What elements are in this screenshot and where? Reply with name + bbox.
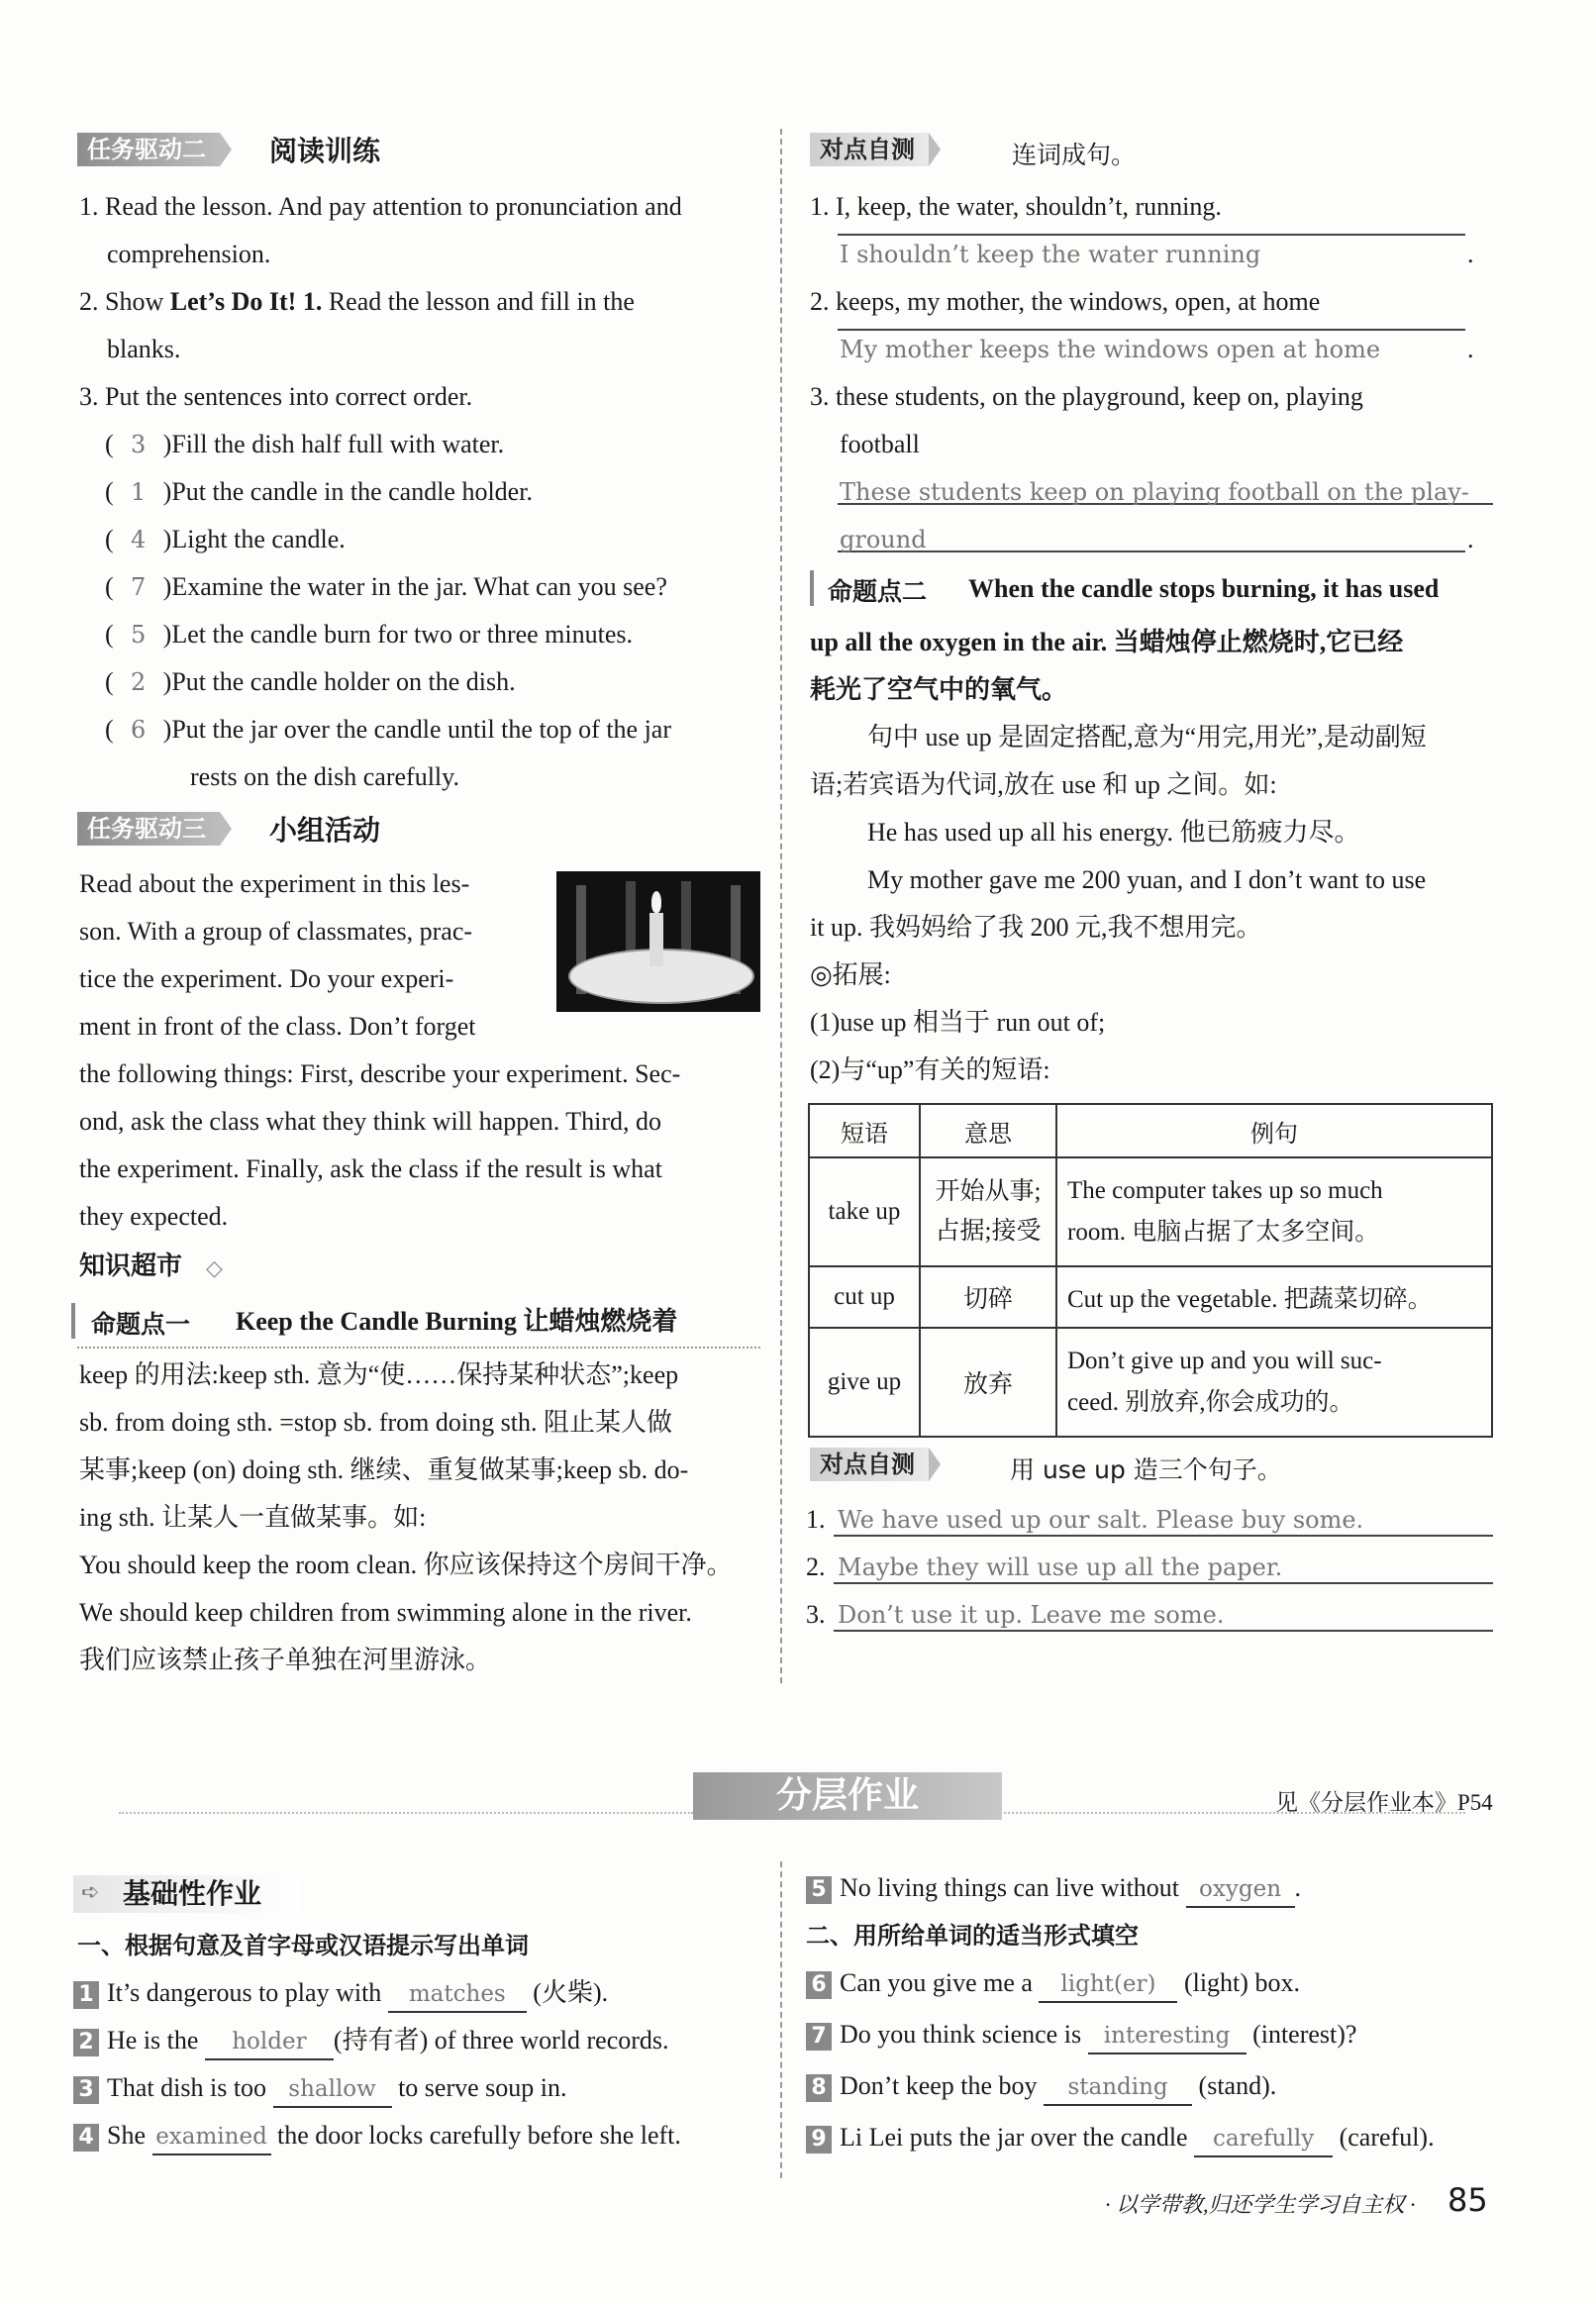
activity-line: the following things: First, describe your experiment. Sec- <box>79 1059 681 1088</box>
answer-blank[interactable]: light(er) <box>1039 1967 1177 2003</box>
point2-line: My mother gave me 200 yuan, and I don’t want to use <box>867 865 1427 894</box>
order-item: ( 6 )Put the jar over the candle until the top of the jar <box>105 713 671 747</box>
answer-blank[interactable]: holder <box>205 2025 334 2060</box>
order-item: ( 2 )Put the candle holder on the dish. <box>105 665 516 699</box>
point2-line: He has used up all his energy. 他已筋疲力尽。 <box>867 818 1360 847</box>
self-test1-instruction: 连词成句。 <box>1012 141 1137 169</box>
number-badge: 1 <box>73 1981 99 2009</box>
answer-blank[interactable]: matches <box>388 1977 527 2013</box>
diamond-icon: ◇ <box>206 1255 223 1280</box>
banner-rule-left <box>119 1812 693 1814</box>
basic-q7: 7 Do you think science is interesting (interest)? <box>806 2018 1356 2054</box>
candle-experiment-image <box>556 871 760 1012</box>
column-divider <box>780 129 782 1683</box>
table-cell-phrase: take up <box>809 1157 920 1266</box>
answer-blank[interactable]: standing <box>1044 2070 1192 2106</box>
point2-line: 语;若宾语为代词,放在 use 和 up 之间。如: <box>810 770 1277 799</box>
point1-line: You should keep the room clean. 你应该保持这个房间干净。 <box>79 1551 733 1579</box>
task2-title: 阅读训练 <box>269 135 381 167</box>
answer-blank[interactable]: examined <box>152 2120 271 2155</box>
task3-title: 小组活动 <box>269 814 381 847</box>
table-row <box>809 1266 1492 1328</box>
table-row <box>809 1157 1492 1266</box>
table-cell-example: Don’t give up and you will suc- ceed. 别放弃,你会成功的。 <box>1056 1328 1492 1437</box>
self-test2-num: 3. <box>806 1600 826 1629</box>
footer-motto: · 以学带教,归还学生学习自主权 · <box>1105 2192 1416 2217</box>
point1-title: Keep the Candle Burning 让蜡烛燃烧着 <box>236 1307 678 1336</box>
answer-blank[interactable]: carefully <box>1194 2122 1333 2157</box>
order-item: ( 5 )Let the candle burn for two or three minutes. <box>105 618 633 651</box>
point1-line: 我们应该禁止孩子单独在河里游泳。 <box>79 1646 492 1674</box>
basic-q8: 8 Don’t keep the boy standing (stand). <box>806 2069 1276 2106</box>
layer-banner-title: 分层作业 <box>775 1775 919 1816</box>
table-header: 意思 <box>920 1104 1056 1157</box>
order-item: ( 4 )Light the candle. <box>105 523 346 556</box>
extend-item2: (2)与“up”有关的短语: <box>810 1055 1050 1084</box>
activity-line: son. With a group of classmates, prac- <box>79 917 473 946</box>
self-test1-a3-cont: ground <box>840 526 927 553</box>
self-test2-s1: We have used up our salt. Please buy some. <box>838 1506 1364 1534</box>
order-answer[interactable]: 5 <box>131 621 147 649</box>
point2-marker <box>810 570 814 606</box>
point2-line: 句中 use up 是固定搭配,意为“用完,用光”,是动副短 <box>867 723 1427 751</box>
activity-line: tice the experiment. Do your experi- <box>79 964 454 993</box>
table-cell-example: The computer takes up so much room. 电脑占据了太多空间。 <box>1056 1157 1492 1266</box>
self-test2-instruction: 用 use up 造三个句子。 <box>1010 1455 1282 1484</box>
answer-blank[interactable]: interesting <box>1088 2019 1247 2054</box>
table-header: 短语 <box>809 1104 920 1157</box>
self-test1-a3: These students keep on playing football on the play- <box>840 478 1469 506</box>
order-item: ( 7 )Examine the water in the jar. What can you see? <box>105 570 667 604</box>
point1-marker <box>71 1303 75 1339</box>
point1-line: keep 的用法:keep sth. 意为“使……保持某种状态”;keep <box>79 1360 679 1389</box>
order-answer[interactable]: 6 <box>131 716 147 744</box>
point2-title-cont2: 耗光了空气中的氧气。 <box>810 675 1068 704</box>
knowledge-market-title: 知识超市 <box>79 1252 183 1281</box>
point1-rule <box>77 1347 760 1349</box>
activity-line: they expected. <box>79 1202 229 1231</box>
answer-blank[interactable]: oxygen <box>1186 1872 1295 1908</box>
table-cell-meaning: 开始从事; 占据;接受 <box>920 1157 1056 1266</box>
number-badge: 5 <box>806 1876 832 1904</box>
page-number: 85 <box>1447 2181 1488 2219</box>
basic-q5: 5 No living things can live without oxygen . <box>806 1871 1301 1908</box>
basic-title: 基础性作业 <box>123 1877 262 1910</box>
order-item: ( 1 )Put the candle in the candle holder. <box>105 475 533 509</box>
basic-q9: 9 Li Lei puts the jar over the candle carefully (careful). <box>806 2121 1435 2157</box>
order-answer[interactable]: 3 <box>131 431 147 458</box>
point1-line: ing sth. 让某人一直做某事。如: <box>79 1503 427 1532</box>
table-cell-phrase: give up <box>809 1328 920 1437</box>
order-answer[interactable]: 2 <box>131 668 147 696</box>
number-badge: 4 <box>73 2124 99 2152</box>
arrow-icon: ➪ <box>81 1879 100 1904</box>
table-row <box>809 1328 1492 1437</box>
self-test1-a2: My mother keeps the windows open at home <box>840 336 1381 363</box>
order-answer[interactable]: 4 <box>131 526 147 553</box>
self-test1-q2: 2. keeps, my mother, the windows, open, at home <box>810 287 1321 316</box>
layer-reference: 见《分层作业本》P54 <box>1275 1790 1493 1815</box>
number-badge: 6 <box>806 1971 832 1999</box>
point1-line: 某事;keep (on) doing sth. 继续、重复做某事;keep sb. do- <box>79 1455 689 1484</box>
task2-item2-cont: blanks. <box>107 335 181 363</box>
order-item: ( 3 )Fill the dish half full with water. <box>105 428 504 461</box>
point1-tag: 命题点一 <box>91 1310 191 1339</box>
number-badge: 8 <box>806 2074 832 2102</box>
self-test1-q3-cont: football <box>840 430 920 458</box>
basic-section1: 一、根据句意及首字母或汉语提示写出单词 <box>77 1932 529 1959</box>
point2-title-cont: up all the oxygen in the air. 当蜡烛停止燃烧时,它已经 <box>810 628 1404 656</box>
task2-item3: 3. Put the sentences into correct order. <box>79 382 473 411</box>
self-test1-a1: I shouldn’t keep the water running <box>840 241 1261 268</box>
activity-line: Read about the experiment in this les- <box>79 869 470 898</box>
basic-q3: 3 That dish is too shallow to serve soup in. <box>73 2071 566 2108</box>
layer-banner <box>693 1772 1002 1820</box>
point2-title: When the candle stops burning, it has used <box>968 574 1440 603</box>
table-cell-meaning: 切碎 <box>920 1266 1056 1328</box>
activity-line: ment in front of the class. Don’t forget <box>79 1012 476 1041</box>
task2-item1-cont: comprehension. <box>107 240 271 268</box>
self-test2-badge: 对点自测 <box>810 1448 929 1481</box>
self-test1-badge: 对点自测 <box>810 133 929 166</box>
task2-badge: 任务驱动二 <box>77 133 220 166</box>
answer-blank[interactable]: shallow <box>273 2072 392 2108</box>
table-cell-meaning: 放弃 <box>920 1328 1056 1437</box>
table-cell-example: Cut up the vegetable. 把蔬菜切碎。 <box>1056 1266 1492 1328</box>
extend-label: ◎拓展: <box>810 960 891 989</box>
activity-line: ond, ask the class what they think will happen. Third, do <box>79 1107 662 1136</box>
self-test2-num: 1. <box>806 1505 826 1534</box>
up-phrases-table <box>808 1103 1493 1438</box>
task2-item2: 2. Show Let’s Do It! 1. Read the lesson and fill in the <box>79 287 635 316</box>
table-cell-phrase: cut up <box>809 1266 920 1328</box>
point2-line: it up. 我妈妈给了我 200 元,我不想用完。 <box>810 913 1262 942</box>
number-badge: 2 <box>73 2029 99 2056</box>
number-badge: 7 <box>806 2023 832 2051</box>
point1-line: We should keep children from swimming alone in the river. <box>79 1598 692 1627</box>
self-test2-num: 2. <box>806 1553 826 1581</box>
self-test2-s2: Maybe they will use up all the paper. <box>838 1553 1283 1581</box>
order-answer[interactable]: 7 <box>131 573 147 601</box>
task2-item1: 1. Read the lesson. And pay attention to pronunciation and <box>79 192 682 221</box>
self-test2-s3: Don’t use it up. Leave me some. <box>838 1601 1225 1629</box>
basic-q1: 1 It’s dangerous to play with matches (火柴). <box>73 1976 608 2013</box>
order-answer[interactable]: 1 <box>131 478 147 506</box>
extend-item1: (1)use up 相当于 run out of; <box>810 1008 1106 1037</box>
self-test1-q3: 3. these students, on the playground, keep on, playing <box>810 382 1363 411</box>
order-item-cont: rests on the dish carefully. <box>190 762 459 791</box>
table-header-row <box>809 1104 1492 1157</box>
column-divider-lower <box>780 1861 782 2178</box>
point1-line: sb. from doing sth. =stop sb. from doing sth. 阻止某人做 <box>79 1408 672 1437</box>
basic-section2: 二、用所给单词的适当形式填空 <box>806 1922 1139 1950</box>
activity-line: the experiment. Finally, ask the class if the result is what <box>79 1154 662 1183</box>
task3-badge: 任务驱动三 <box>77 812 220 846</box>
basic-q2: 2 He is the holder (持有者) of three world records. <box>73 2024 669 2060</box>
number-badge: 9 <box>806 2126 832 2154</box>
number-badge: 3 <box>73 2076 99 2104</box>
basic-q6: 6 Can you give me a light(er) (light) box. <box>806 1966 1300 2003</box>
table-header: 例句 <box>1056 1104 1492 1157</box>
basic-q4: 4 She examined the door locks carefully before she left. <box>73 2119 681 2155</box>
self-test1-q1: 1. I, keep, the water, shouldn’t, running. <box>810 192 1222 221</box>
point2-tag: 命题点二 <box>828 577 928 606</box>
